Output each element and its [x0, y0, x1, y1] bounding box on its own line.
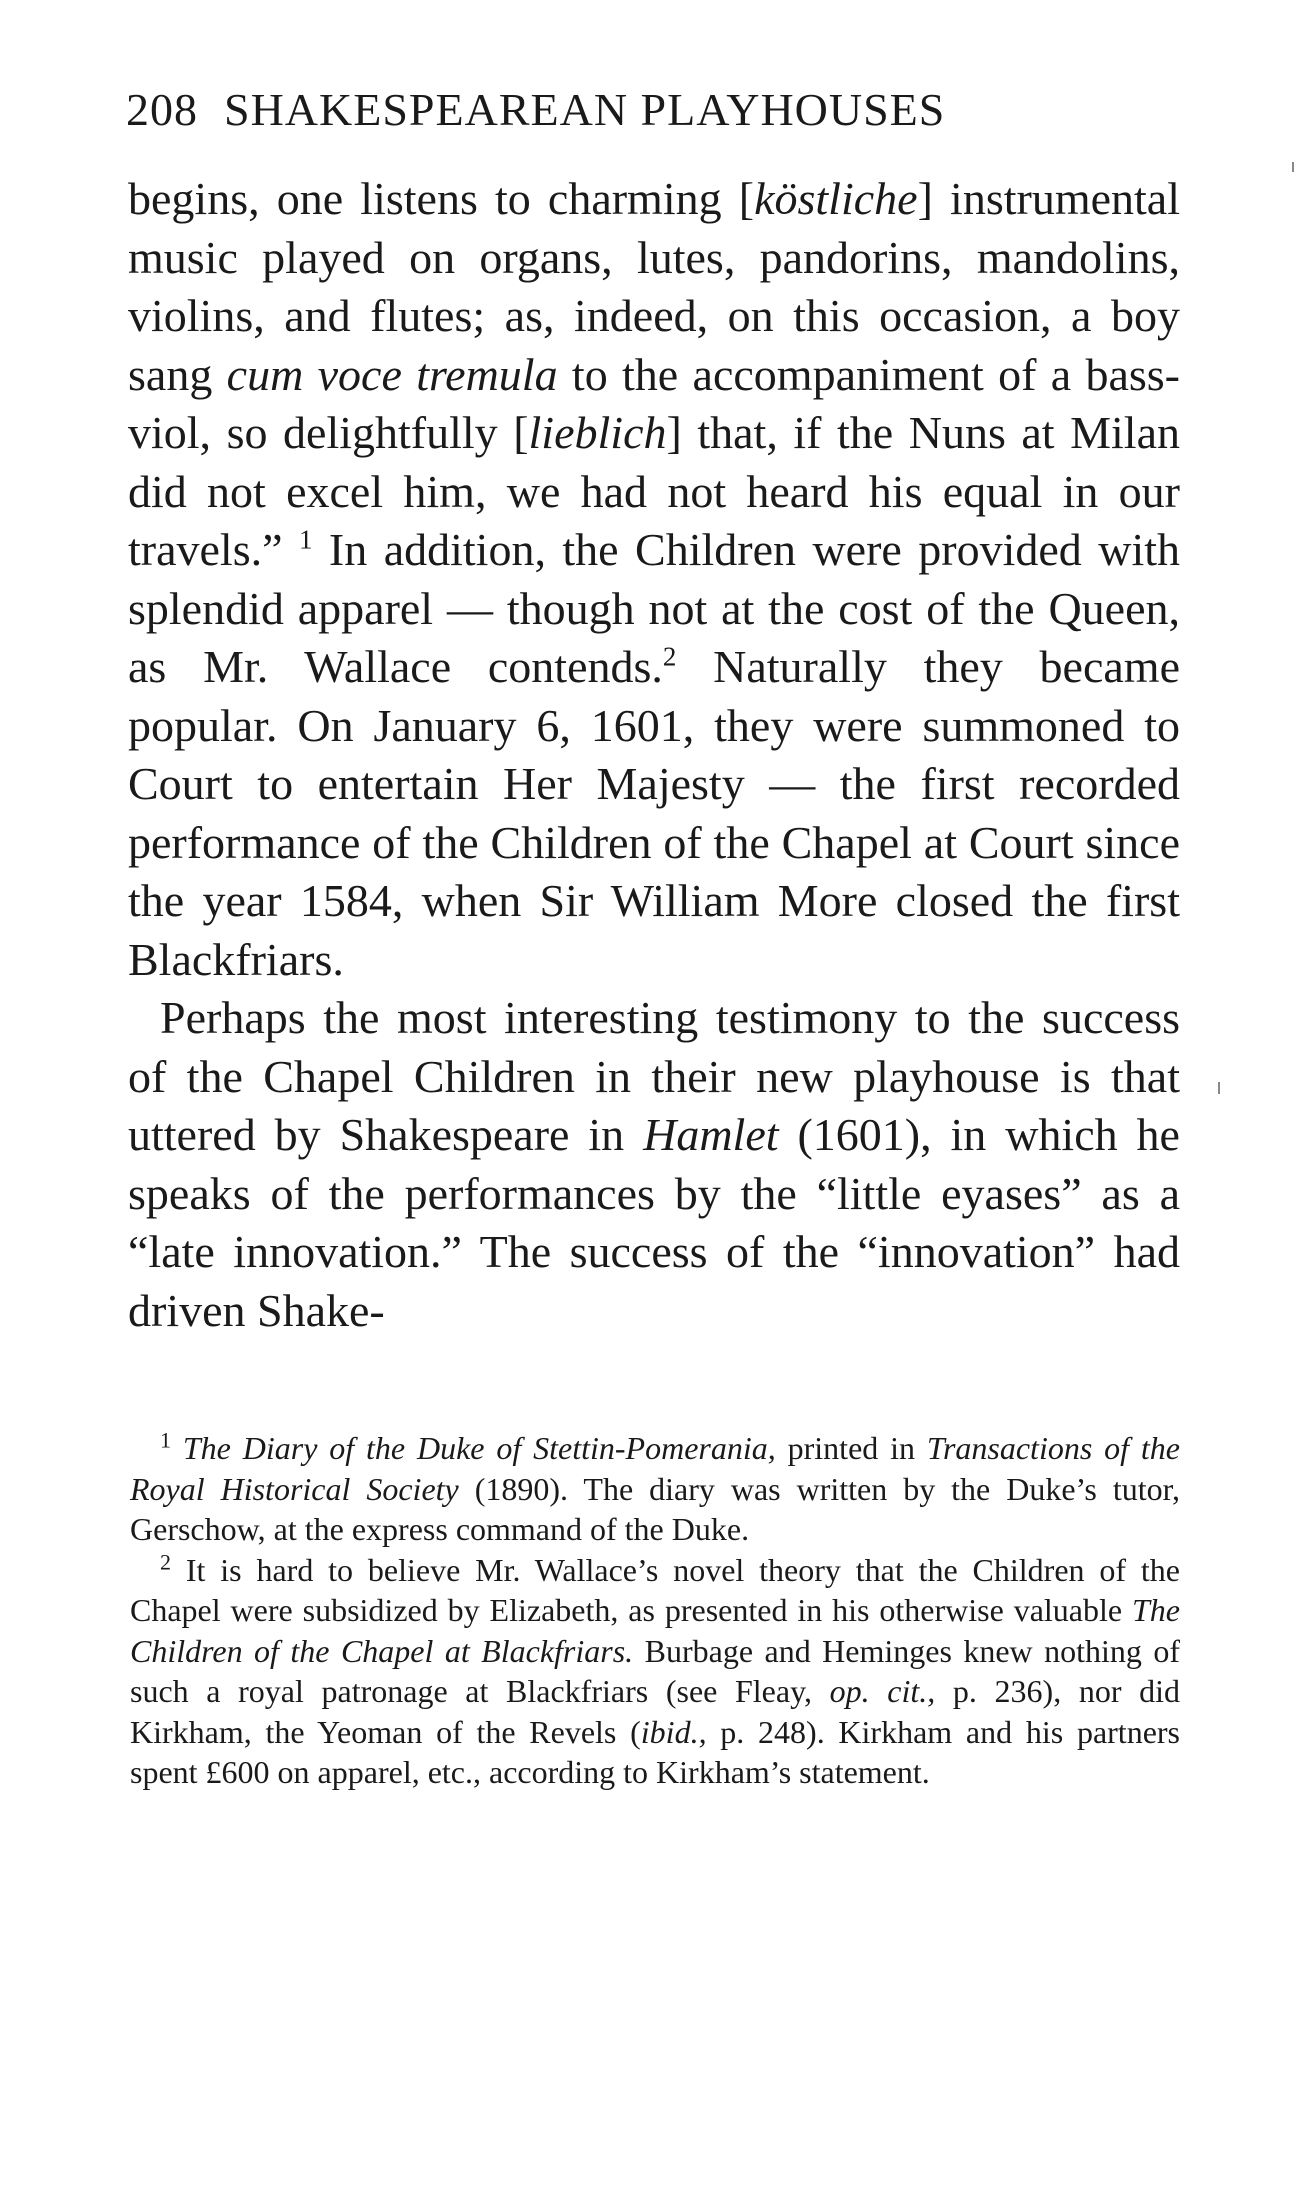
footnote-mark: 1: [160, 1427, 171, 1453]
text-run: p. 248). Kirkham and his partners spent £600 on apparel, etc., according to Kirkham’s statement.: [130, 1713, 1181, 1790]
footnote-mark: 2: [160, 1548, 171, 1574]
footnote-reference-2: 2: [662, 641, 677, 672]
text-run: (1601), in which he speaks of the performances by the “little eyases” as a “late innovation.” The success of the “innovation” had driven Shake-: [128, 1109, 1180, 1336]
paragraph-1: [128, 170, 1180, 989]
text-run: ] that, if the Nuns at Milan did not excel him, we had not heard his equal in our travels.”: [128, 407, 1180, 575]
text-run: It is hard to believe Mr. Wallace’s novel theory that the Children of the Chapel were subsidized by Elizabeth, as presented in his otherwise valuable: [130, 1551, 1180, 1628]
italic-term: köstliche: [754, 173, 918, 224]
page-number: 208: [126, 84, 198, 135]
text-run: In addition, the Children were provided with splendid apparel — though not at the cost of the Queen, as Mr. Wallace contends.: [128, 524, 1181, 692]
italic-title: The Children of the Chapel at Blackfriars.: [130, 1592, 1180, 1669]
text-run: ] instrumental music played on organs, lutes, pandorins, mandolins, violins, and flutes; as, indeed, on this occasion, a boy sang: [128, 173, 1180, 400]
margin-mark: [1292, 162, 1294, 172]
text-run: (1890). The diary was written by the Duke’s tutor, Gerschow, at the express command of the Duke.: [130, 1470, 1181, 1547]
text-run: begins, one listens to charming [: [128, 173, 755, 224]
italic-abbrev: ibid.,: [640, 1713, 707, 1750]
text-run: to the accompaniment of a bass-viol, so delightfully [: [128, 348, 1180, 458]
body-text: [128, 170, 1180, 1340]
italic-phrase: cum voce tremula: [226, 348, 558, 400]
italic-title: Transactions of the Royal Historical Society: [130, 1430, 1181, 1507]
text-run: printed in: [775, 1430, 927, 1466]
running-head: [126, 82, 1186, 138]
text-run: Perhaps the most interesting testimony to the success of the Chapel Children in their new playhouse is that uttered by Shakespeare in: [128, 992, 1180, 1160]
italic-abbrev: op. cit.,: [829, 1673, 936, 1709]
italic-title: Hamlet: [643, 1109, 779, 1160]
footnote-2: [130, 1550, 1180, 1793]
italic-title: The Diary of the Duke of Stettin-Pomerania,: [182, 1430, 776, 1466]
text-run: p. 236), nor did Kirkham, the Yeoman of the Revels (: [130, 1673, 1181, 1750]
italic-term: lieblich: [528, 407, 667, 458]
margin-mark: [1218, 1082, 1220, 1094]
footnote-reference-1: 1: [298, 524, 313, 555]
footnote-1: [130, 1428, 1180, 1550]
footnotes: [130, 1428, 1180, 1793]
paragraph-2: [128, 989, 1180, 1340]
text-run: Naturally they became popular. On January 6, 1601, they were summoned to Court to entertain Her Majesty — the first recorded performance of the Children of the Chapel at Court since the year 1584, when Sir William More closed the first Blackfriars.: [128, 641, 1180, 985]
running-title: SHAKESPEAREAN PLAYHOUSES: [224, 84, 946, 135]
text-run: Burbage and Heminges knew nothing of such a royal patronage at Blackfriars (see Fleay,: [130, 1632, 1181, 1709]
